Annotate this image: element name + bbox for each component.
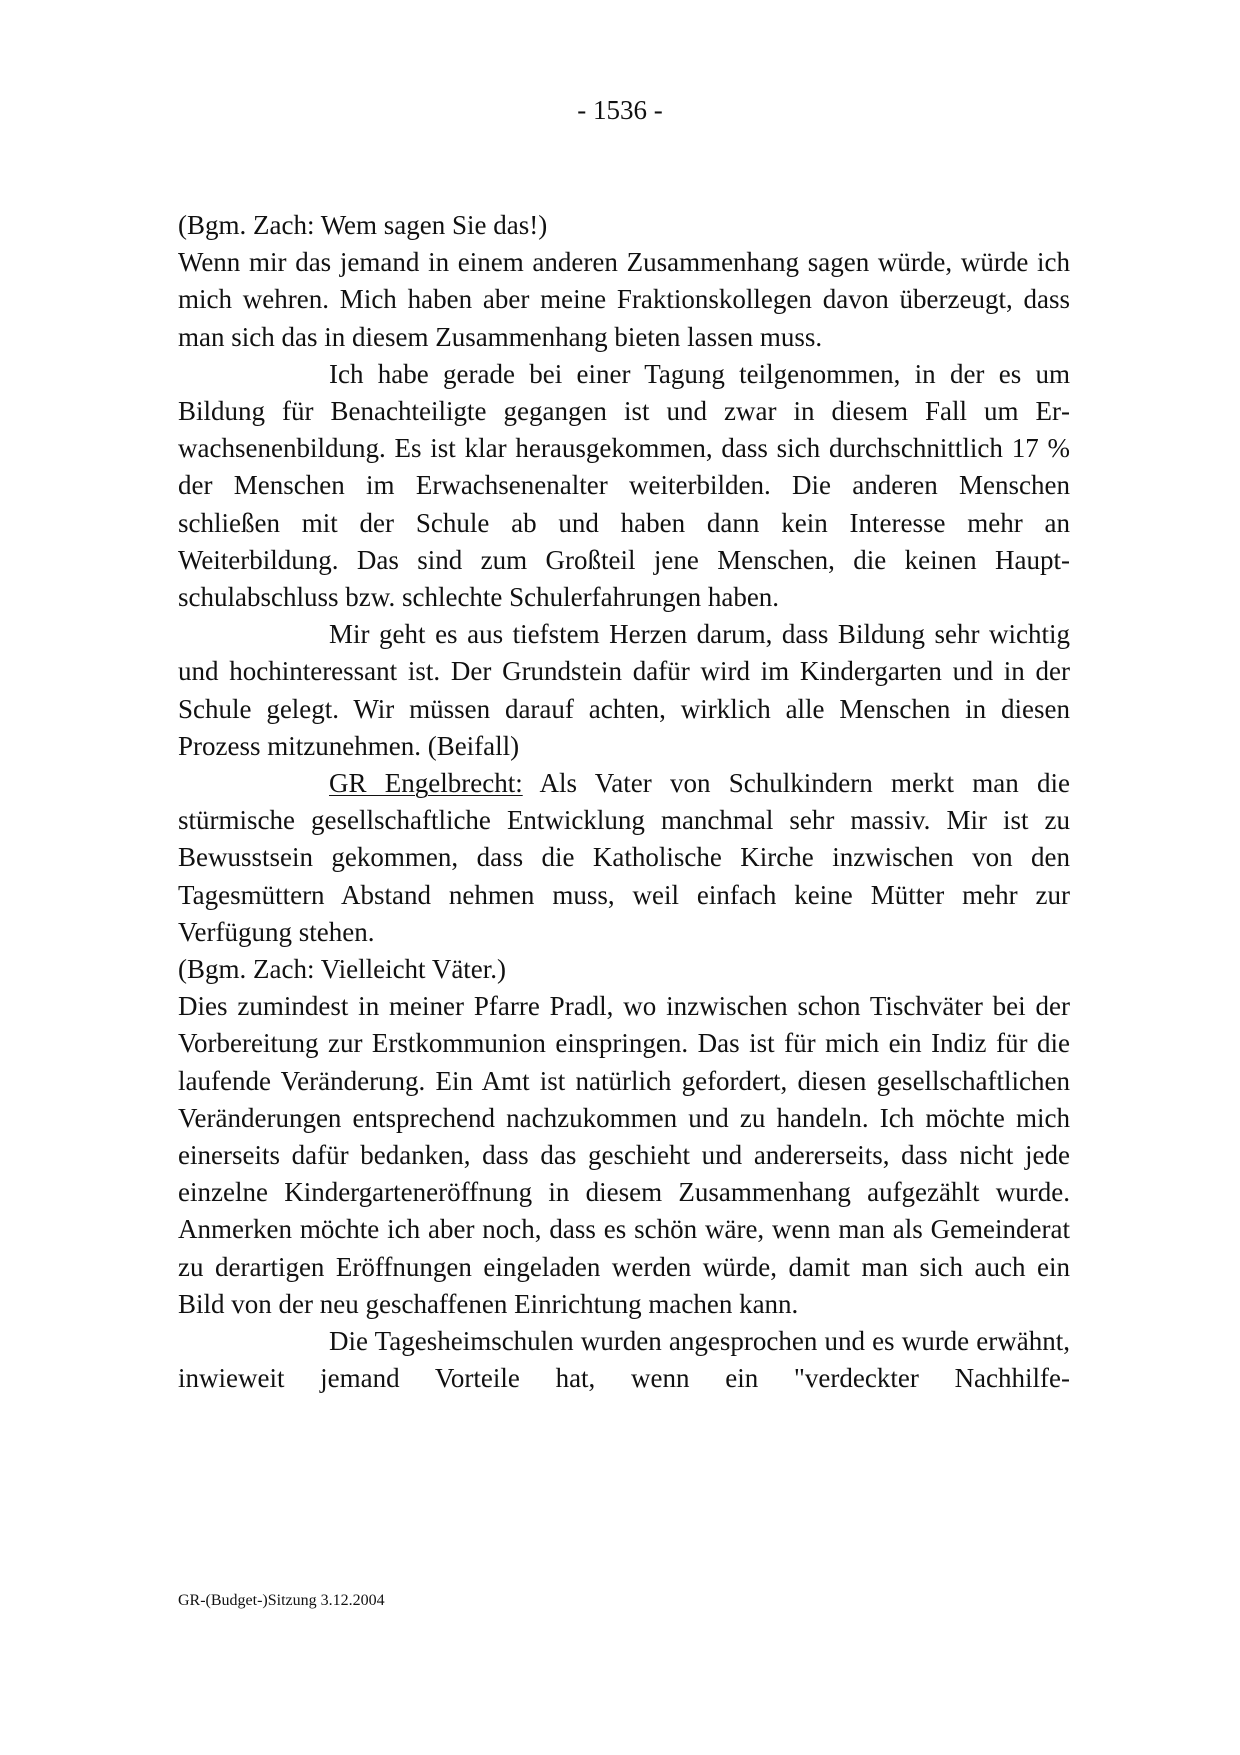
interjection-paragraph: (Bgm. Zach: Wem sagen Sie das!) xyxy=(178,210,548,240)
speaker-paragraph xyxy=(178,765,1070,951)
paragraph: Die Tagesheimschulen wurden angesprochen und es wurde erwähnt, inwieweit jemand Vorteile hat, wenn ein "verdeckter Nachhilfe- xyxy=(178,1326,1070,1394)
interjection-paragraph: (Bgm. Zach: Vielleicht Väter.) xyxy=(178,954,507,985)
paragraph: Mir geht es aus tiefstem Herzen darum, dass Bildung sehr wichtig und hochinteressant ist. Der Grundstein dafür wird im Kindergarten und in der Schule gelegt. Wir müssen darauf achten, wirklich alle Menschen in diesen Prozess mitzunehmen. (Beifall) xyxy=(178,619,1070,761)
speaker-text: Als Vater von Schulkindern merkt man die stürmische gesellschaftliche Entwicklung manchmal sehr massiv. Mir ist zu Bewusstsein gekommen, dass die Katholische Kirche inzwischen von den Tagesmüttern Abstand nehmen muss, weil einfach keine Mütter mehr zur Verfügung stehen. xyxy=(178,768,1070,947)
paragraph: Dies zumindest in meiner Pfarre Pradl, wo inzwischen schon Tischväter bei der Vorbereitung zur Erstkommunion einspringen. Das ist für mich ein Indiz für die laufende Veränderung. Ein Amt ist natürlich gefordert, diesen gesellschaftlichen Veränderungen entsprechend nachzukommen und zu handeln. Ich möchte mich einerseits dafür bedanken, dass das geschieht und andererseits, dass nicht jede einzelne Kindergarteneröffnung in diesem Zusammenhang aufgezählt wurde. Anmerken möchte ich aber noch, dass es schön wäre, wenn man als Gemeinderat zu derartigen Eröffnungen eingeladen werden würde, damit man sich auch ein Bild von der neu geschaffenen Einrichtung machen kann. xyxy=(178,991,1070,1319)
page-number: - 1536 - xyxy=(577,95,663,125)
body-text xyxy=(178,207,1070,1398)
paragraph: Ich habe gerade bei einer Tagung teilgenommen, in der es um Bildung für Benachteiligte gegangen ist und zwar in diesem Fall um Erwachsenenbildung. Es ist klar herausgekommen, dass sich durchschnittlich 17 % der Menschen im Erwachsenenalter weiterbilden. Die anderen Menschen schließen mit der Schule ab und haben dann kein Interesse mehr an Weiterbildung. Das sind zum Großteil jene Menschen, die keinen Hauptschulabschluss bzw. schlechte Schulerfahrungen haben. xyxy=(178,358,1070,613)
paragraph: Wenn mir das jemand in einem anderen Zusammenhang sagen würde, würde ich mich wehren. Mich haben aber meine Fraktionskollegen davon überzeugt, dass man sich das in diesem Zusammenhang bieten lassen muss. xyxy=(178,247,1070,352)
page-footer: GR-(Budget-)Sitzung 3.12.2004 xyxy=(178,1592,385,1609)
speaker-name: GR Engelbrecht: xyxy=(329,768,523,799)
